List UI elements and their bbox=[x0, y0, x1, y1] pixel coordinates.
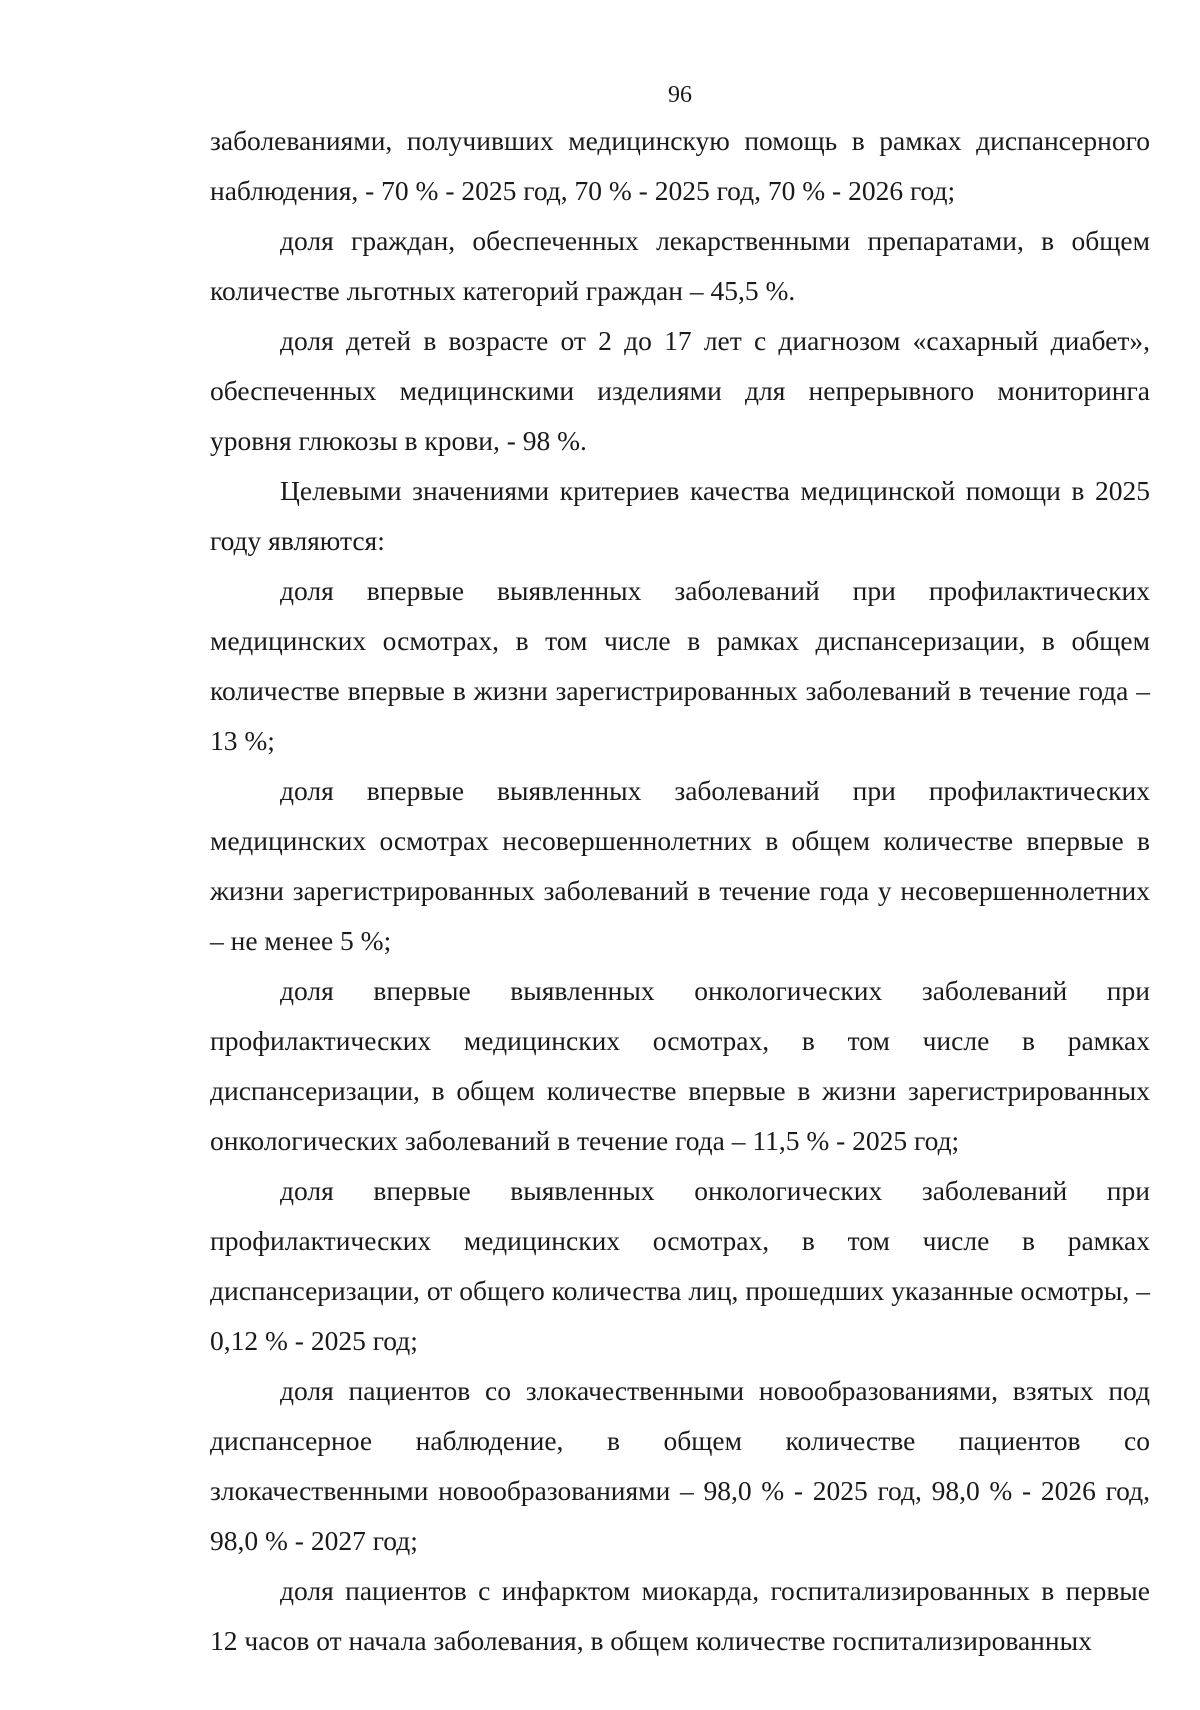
paragraph-8: доля впервые выявленных онкологических заболеваний при профилактических медицинских осмотрах, в том числе в рамках диспансеризации, от общего количества лиц, прошедших указанные осмотры, – 0,12 % - 2025 год; bbox=[210, 1175, 1150, 1356]
paragraph-6: доля впервые выявленных заболеваний при профилактических медицинских осмотрах несовершеннолетних в общем количестве впервые в жизни зарегистрированных заболеваний в течение года у несовершеннолетних – не менее 5 %; bbox=[210, 775, 1150, 956]
paragraph-3: доля детей в возрасте от 2 до 17 лет с диагнозом «сахарный диабет», обеспеченных медицинскими изделиями для непрерывного мониторинга уровня глюкозы в крови, - 98 %. bbox=[210, 325, 1150, 456]
paragraph-9: доля пациентов со злокачественными новообразованиями, взятых под диспансерное наблюдение, в общем количестве пациентов со злокачественными новообразованиями – 98,0 % - 2025 год, 98,0 % - 2026 год, 98,0 % - 2027 год; bbox=[210, 1375, 1150, 1556]
paragraph-10: доля пациентов с инфарктом миокарда, госпитализированных в первые 12 часов от начала заболевания, в общем количестве госпитализированных bbox=[210, 1575, 1150, 1656]
paragraph-7: доля впервые выявленных онкологических заболеваний при профилактических медицинских осмотрах, в том числе в рамках диспансеризации, в общем количестве впервые в жизни зарегистрированных онкологических заболеваний в течение года – 11,5 % - 2025 год; bbox=[210, 975, 1150, 1156]
paragraph-1: заболеваниями, получивших медицинскую помощь в рамках диспансерного наблюдения, - 70 % - 2025 год, 70 % - 2025 год, 70 % - 2026 год; bbox=[210, 125, 1150, 206]
paragraph-4: Целевыми значениями критериев качества медицинской помощи в 2025 году являются: bbox=[210, 475, 1150, 556]
document-body bbox=[210, 116, 1150, 1666]
page-number: 96 bbox=[668, 82, 692, 108]
paragraph-2: доля граждан, обеспеченных лекарственными препаратами, в общем количестве льготных категорий граждан – 45,5 %. bbox=[210, 225, 1150, 306]
paragraph-5: доля впервые выявленных заболеваний при профилактических медицинских осмотрах, в том числе в рамках диспансеризации, в общем количестве впервые в жизни зарегистрированных заболеваний в течение года – 13 %; bbox=[210, 575, 1150, 756]
